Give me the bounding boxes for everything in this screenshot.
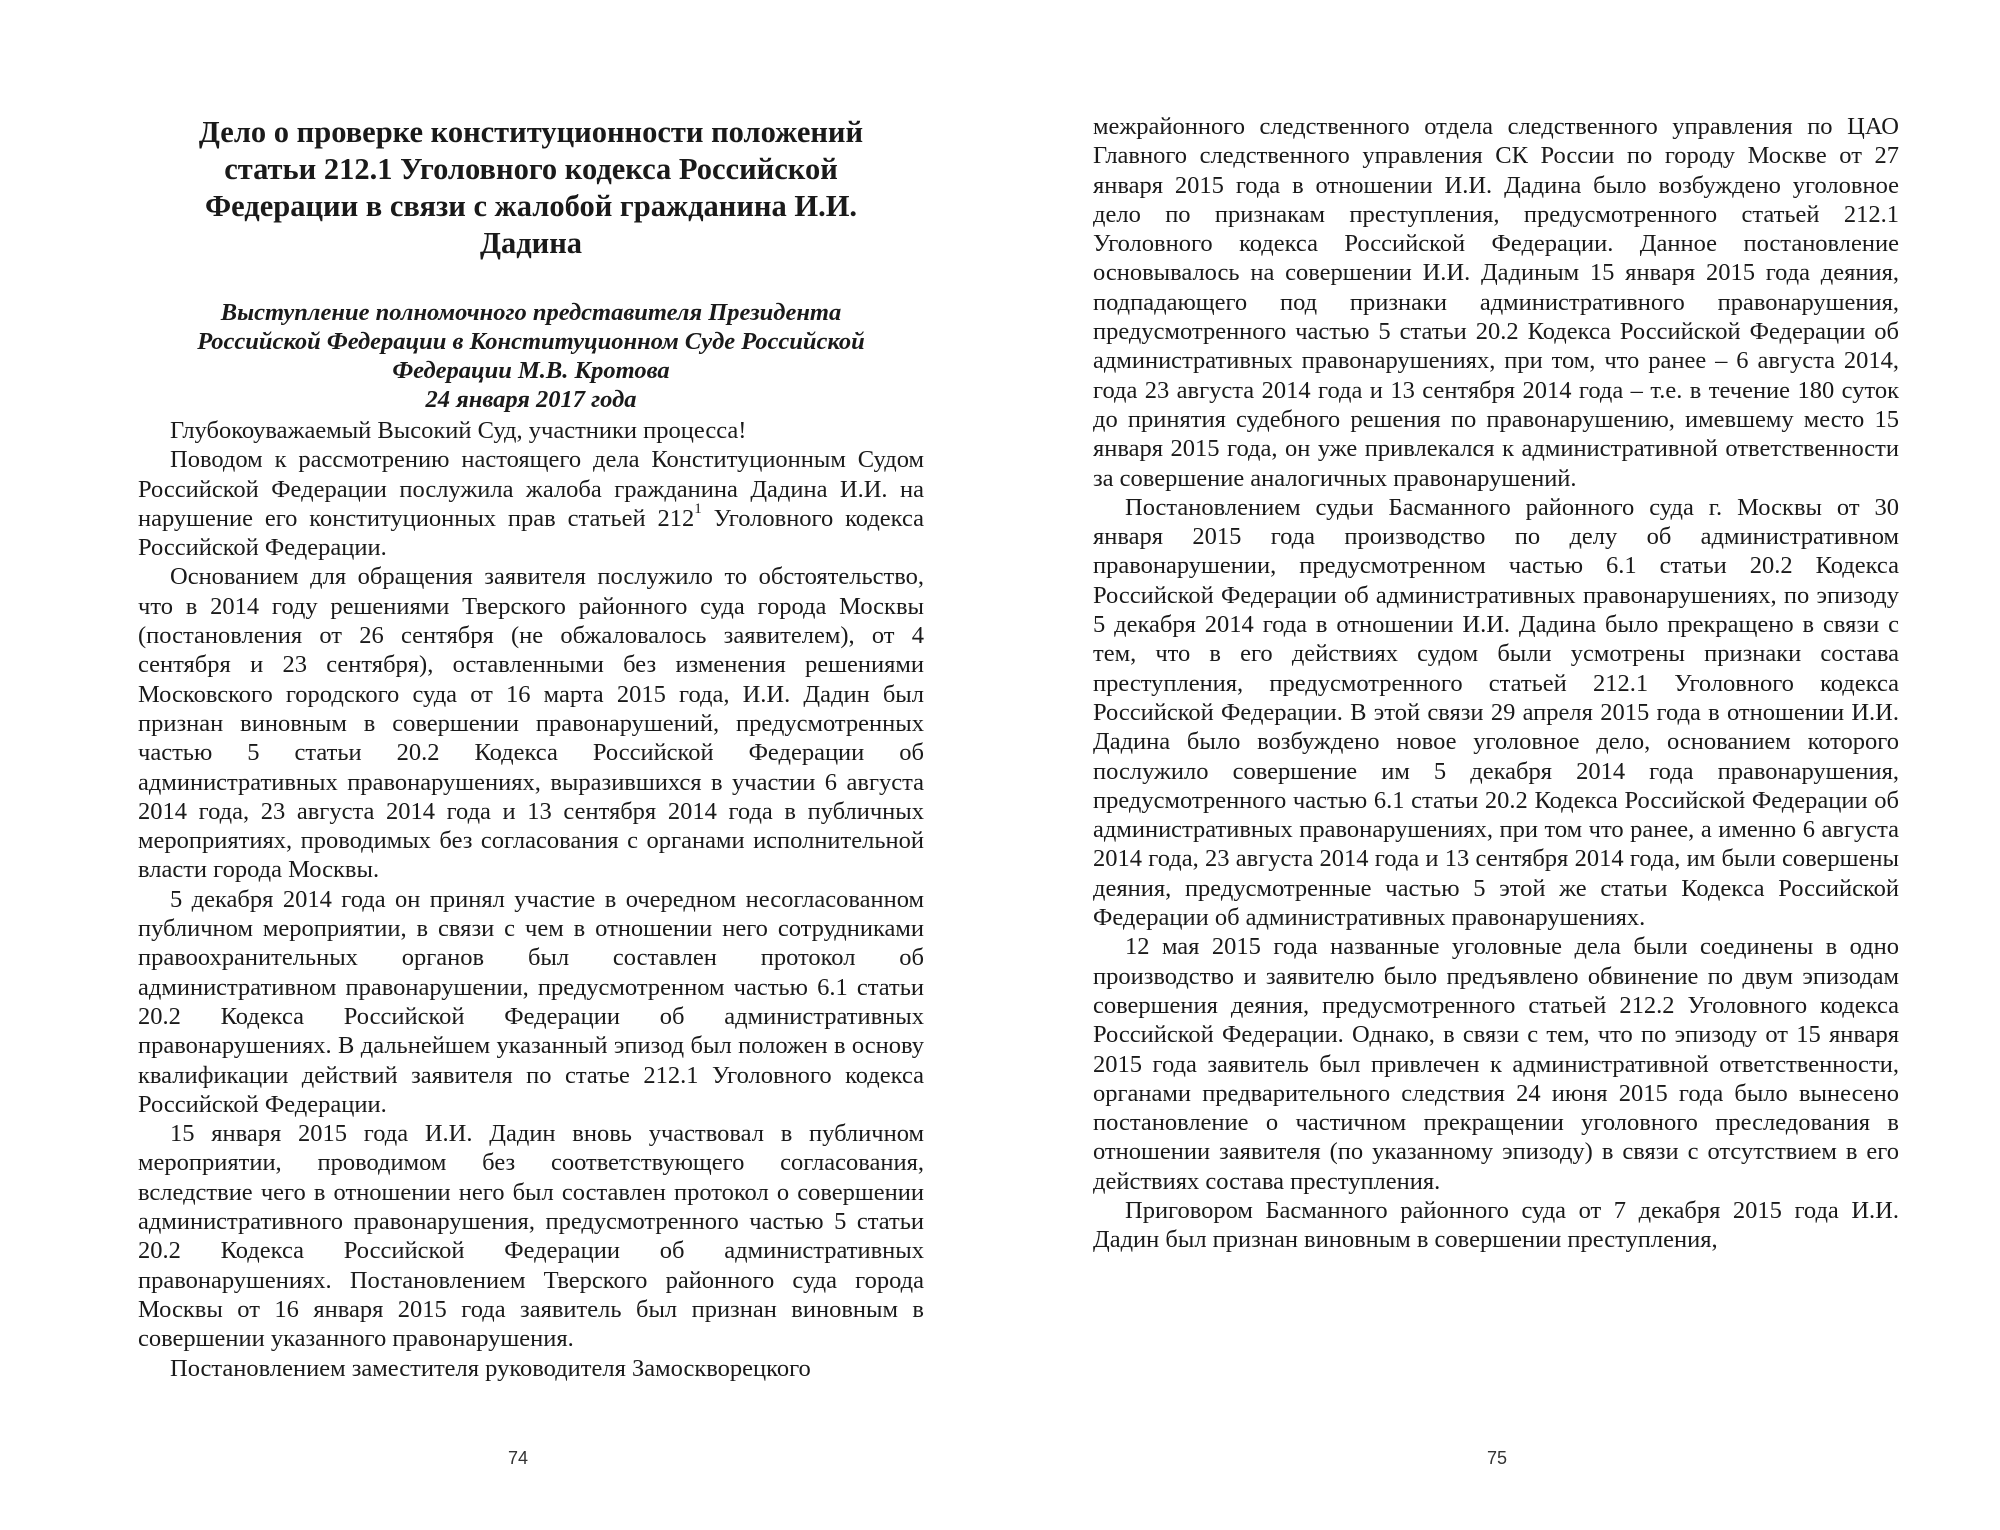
speech-subtitle <box>138 298 924 414</box>
paragraph <box>138 445 924 562</box>
subtitle-line: Федерации М.В. Кротова <box>392 357 670 384</box>
left-page-body <box>138 416 924 1383</box>
greeting: Глубокоуважаемый Высокий Суд, участники процесса! <box>170 417 747 444</box>
subtitle-line: Выступление полномочного представителя Президента <box>220 299 842 326</box>
superscript: 1 <box>694 500 702 517</box>
paragraph-text: Поводом к рассмотрению настоящего дела Конституционным Судом Российской Федерации послужила жалоба гражданина Дадина И.И. на нарушение его конституционных прав статьей 212 <box>138 446 924 532</box>
paragraph-text: Уголовного кодекса Российской Федерации. <box>138 504 924 562</box>
paragraph: Основанием для обращения заявителя послужило то обстоятельство, что в 2014 году решениями Тверского районного суда города Москвы (постановления от 26 сентября (не обжаловалось заявителем), от 4 сентября и 23 сентября), оставленными без изменения решениями Московского городского суда от 16 марта 2015 года, И.И. Дадин был признан виновным в совершении правонарушений, предусмотренных частью 5 статьи 20.2 Кодекса Российской Федерации об административных правонарушениях, выразившихся в участии 6 августа 2014 года, 23 августа 2014 года и 13 сентября 2014 года в публичных мероприятиях, проводимых без согласования с органами исполнительной власти города Москвы. <box>138 563 924 884</box>
paragraph: Постановлением судьи Басманного районного суда г. Москвы от 30 января 2015 года производство по делу об административном правонарушении, предусмотренном частью 6.1 статьи 20.2 Кодекса Российской Федерации об административных правонарушениях, по эпизоду 5 декабря 2014 года в отношении И.И. Дадина было прекращено в связи с тем, что в его действиях судом были усмотрены признаки состава преступления, предусмотренного статьей 212.1 Уголовного кодекса Российской Федерации. В этой связи 29 апреля 2015 года в отношении И.И. Дадина было возбуждено новое уголовное дело, основанием которого послужило совершение им 5 декабря 2014 года правонарушения, предусмотренного частью 6.1 статьи 20.2 Кодекса Российской Федерации об административных правонарушениях, при том что ранее, а именно 6 августа 2014 года, 23 августа 2014 года и 13 сентября 2014 года, им были совершены деяния, предусмотренные частью 5 этой же статьи Кодекса Российской Федерации об административных правонарушениях. <box>1093 493 1899 932</box>
page-number-right: 75 <box>1487 1448 1508 1468</box>
paragraph: Приговором Басманного районного суда от 7 декабря 2015 года И.И. Дадин был признан виновным в совершении преступления, <box>1093 1196 1899 1254</box>
subtitle-date: 24 января 2017 года <box>425 386 637 413</box>
paragraph: Постановлением заместителя руководителя Замоскворецкого <box>170 1354 811 1382</box>
right-page <box>1093 112 1899 1255</box>
left-page <box>138 112 924 1383</box>
paragraph: 5 декабря 2014 года он принял участие в очередном несогласованном публичном мероприятии, в связи с чем в отношении него сотрудниками правоохранительных органов был составлен протокол об административном правонарушении, предусмотренном частью 6.1 статьи 20.2 Кодекса Российской Федерации об административных правонарушениях. В дальнейшем указанный эпизод был положен в основу квалификации действий заявителя по статье 212.1 Уголовного кодекса Российской Федерации. <box>138 885 924 1118</box>
paragraph: 12 мая 2015 года названные уголовные дела были соединены в одно производство и заявителю было предъявлено обвинение по двум эпизодам совершения деяния, предусмотренного статьей 212.2 Уголовного кодекса Российской Федерации. Однако, в связи с тем, что по эпизоду от 15 января 2015 года заявитель был привлечен к административной ответственности, органами предварительного следствия 24 июня 2015 года было вынесено постановление о частичном прекращении уголовного преследования в отношении заявителя (по указанному эпизоду) в связи с отсутствием в его действиях состава преступления. <box>1093 933 1899 1195</box>
subtitle-line: Российской Федерации в Конституционном Суде Российской <box>197 328 865 355</box>
right-page-body <box>1093 112 1899 1255</box>
document-title: Дело о проверке конституционности положений статьи 212.1 Уголовного кодекса Российской Федерации в связи с жалобой гражданина И.И. Дадина <box>198 115 864 260</box>
page-number-left: 74 <box>508 1448 529 1468</box>
paragraph: 15 января 2015 года И.И. Дадин вновь участвовал в публичном мероприятии, проводимом без соответствующего согласования, вследствие чего в отношении него был составлен протокол о совершении административного правонарушения, предусмотренного частью 5 статьи 20.2 Кодекса Российской Федерации об административных правонарушениях. Постановлением Тверского районного суда города Москвы от 16 января 2015 года заявитель был признан виновным в совершении указанного правонарушения. <box>138 1120 924 1353</box>
paragraph: межрайонного следственного отдела следственного управления по ЦАО Главного следственного управления СК России по городу Москве от 27 января 2015 года в отношении И.И. Дадина было возбуждено уголовное дело по признакам преступления, предусмотренного статьей 212.1 Уголовного кодекса Российской Федерации. Данное постановление основывалось на совершении И.И. Дадиным 15 января 2015 года деяния, подпадающего под признаки административного правонарушения, предусмотренного частью 5 статьи 20.2 Кодекса Российской Федерации об административных правонарушениях, при том, что ранее – 6 августа 2014, года 23 августа 2014 года и 13 сентября 2014 года – т.е. в течение 180 суток до принятия судебного решения по правонарушению, имевшему место 15 января 2015 года, он уже привлекался к административной ответственности за совершение аналогичных правонарушений. <box>1093 113 1899 492</box>
